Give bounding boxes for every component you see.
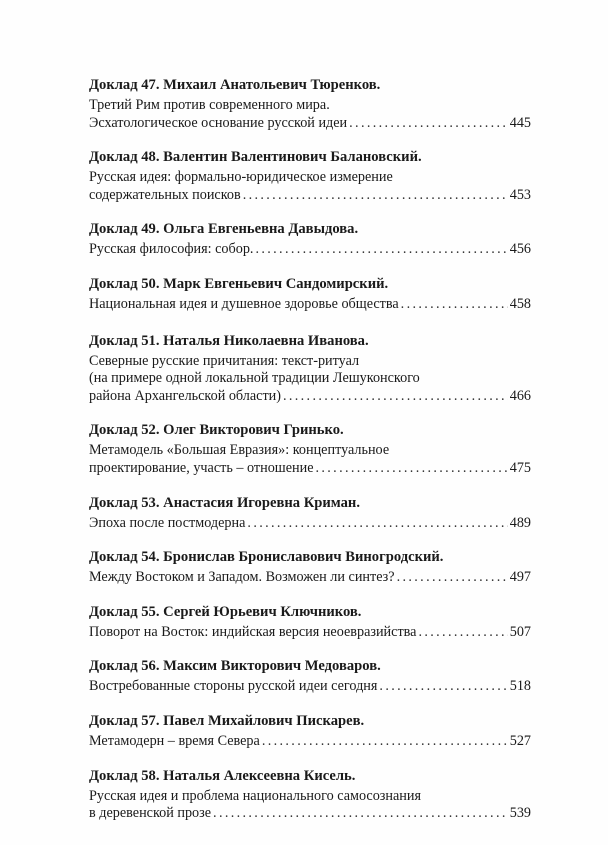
- page-number: 527: [509, 732, 531, 749]
- entry-title-line: Метамодель «Большая Евразия»: концептуальное: [89, 442, 390, 459]
- table-of-contents: [89, 76, 531, 839]
- dot-leader: [379, 678, 507, 696]
- entry-title-text: Востребованные стороны русской идеи сегодня: [89, 678, 378, 695]
- entry-title-last-line: [89, 187, 531, 205]
- dot-leader: [418, 624, 507, 642]
- dot-leader: [243, 187, 508, 205]
- entry-title-text: проектирование, участь – отношение: [89, 459, 314, 476]
- page-number: 507: [509, 623, 531, 640]
- entry-title-line: Русская идея и проблема национального самосознания: [89, 787, 422, 804]
- toc-entry: [89, 494, 531, 533]
- toc-entry: [89, 332, 531, 406]
- entry-title-last-line: [89, 115, 531, 133]
- entry-title-last-line: [89, 678, 531, 696]
- page-number: 518: [509, 678, 531, 695]
- toc-entry: [89, 421, 531, 477]
- page-number: 497: [509, 569, 531, 586]
- toc-entry: [89, 548, 531, 587]
- entry-title-last-line: [89, 515, 531, 533]
- toc-entry: [89, 275, 531, 314]
- entry-title-text: Национальная идея и душевное здоровье общества: [89, 295, 399, 312]
- entry-title-text: Эпоха после постмодерна: [89, 514, 246, 531]
- entry-title-last-line: [89, 733, 531, 751]
- entry-title-text: в деревенской прозе: [89, 805, 212, 822]
- entry-title-text: Русская философия: собор.: [89, 241, 254, 258]
- entry-title-line: Третий Рим против современного мира.: [89, 97, 330, 113]
- dot-leader: [247, 515, 507, 533]
- dot-leader: [283, 388, 508, 406]
- dot-leader: [349, 115, 508, 133]
- entry-heading: Доклад 49. Ольга Евгеньевна Давыдова.: [89, 221, 359, 238]
- dot-leader: [255, 241, 507, 259]
- entry-title-last-line: [89, 296, 531, 314]
- entry-title-last-line: [89, 241, 531, 259]
- page-number: 458: [509, 295, 531, 312]
- dot-leader: [213, 805, 508, 823]
- entry-title-text: содержательных поисков: [89, 186, 241, 203]
- entry-heading: Доклад 54. Бронислав Брониславович Виногродский.: [89, 549, 444, 566]
- page-number: 539: [509, 805, 531, 822]
- toc-entry: [89, 767, 531, 823]
- toc-entry: [89, 657, 531, 696]
- entry-heading: Доклад 52. Олег Викторович Гринько.: [89, 422, 344, 439]
- entry-heading: Доклад 53. Анастасия Игоревна Криман.: [89, 494, 360, 511]
- entry-heading: Доклад 50. Марк Евгеньевич Сандомирский.: [89, 275, 389, 292]
- entry-title-text: Между Востоком и Западом. Возможен ли синтез?: [89, 569, 395, 586]
- toc-entry: [89, 148, 531, 204]
- entry-heading: Доклад 57. Павел Михайлович Пискарев.: [89, 712, 365, 729]
- dot-leader: [397, 569, 508, 587]
- dot-leader: [316, 460, 508, 478]
- toc-entry: [89, 603, 531, 642]
- toc-entry: [89, 712, 531, 751]
- entry-title-line: Северные русские причитания: текст-ритуал: [89, 352, 360, 369]
- entry-heading: Доклад 51. Наталья Николаевна Иванова.: [89, 332, 369, 349]
- entry-title-text: района Архангельской области): [89, 387, 281, 404]
- toc-entry: [89, 76, 531, 132]
- entry-title-last-line: [89, 624, 531, 642]
- entry-title-last-line: [89, 569, 531, 587]
- entry-heading: Доклад 47. Михаил Анатольевич Тюренков.: [89, 77, 381, 93]
- entry-heading: Доклад 48. Валентин Валентинович Балановский.: [89, 149, 422, 166]
- page-number: 453: [509, 186, 531, 203]
- entry-title-line: Русская идея: формально-юридическое измерение: [89, 169, 393, 186]
- entry-heading: Доклад 55. Сергей Юрьевич Ключников.: [89, 603, 362, 620]
- page-number: 475: [509, 459, 531, 476]
- entry-heading: Доклад 58. Наталья Алексеевна Кисель.: [89, 767, 356, 784]
- dot-leader: [262, 733, 508, 751]
- entry-title-last-line: [89, 388, 531, 406]
- entry-heading: Доклад 56. Максим Викторович Медоваров.: [89, 658, 381, 675]
- dot-leader: [401, 296, 508, 314]
- page-number: 489: [509, 514, 531, 531]
- entry-title-last-line: [89, 805, 531, 823]
- page-number: 445: [509, 114, 531, 131]
- entry-title-line: (на примере одной локальной традиции Лешуконского: [89, 370, 420, 387]
- page-number: 456: [509, 241, 531, 258]
- entry-title-last-line: [89, 460, 531, 478]
- entry-title-text: Эсхатологическое основание русской идеи: [89, 114, 348, 131]
- page-number: 466: [509, 387, 531, 404]
- toc-entry: [89, 220, 531, 259]
- entry-title-text: Поворот на Восток: индийская версия неоевразийства: [89, 623, 417, 640]
- entry-title-text: Метамодерн – время Севера: [89, 732, 260, 749]
